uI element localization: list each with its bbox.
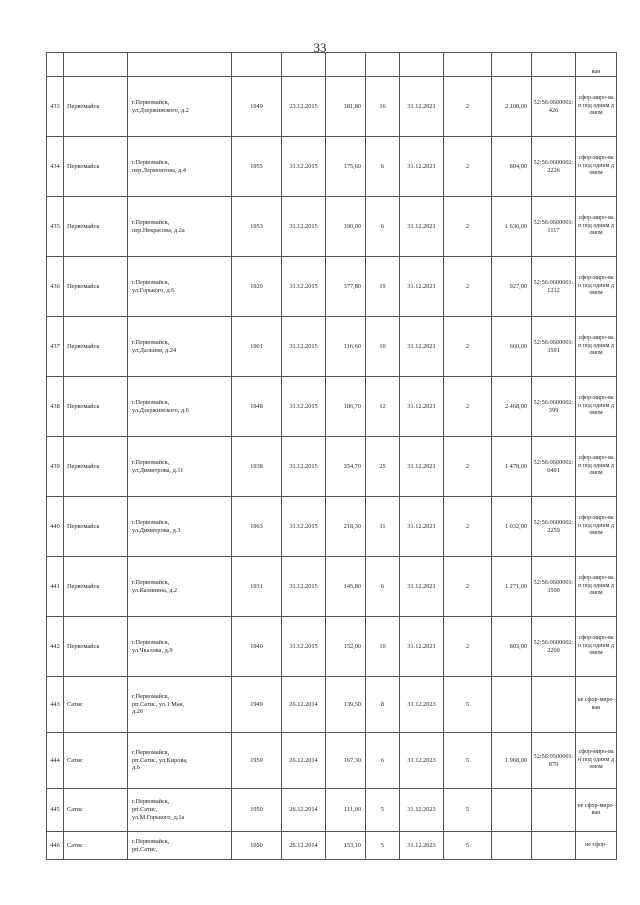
cell-status: сфор-миро-ван под одним домом xyxy=(576,317,617,377)
cell-number: 444 xyxy=(47,733,64,789)
cell-residents: 10 xyxy=(366,617,400,677)
cell-status: сфор-миро-ван под одним домом xyxy=(576,437,617,497)
address-line: ул.Чкалова, д.9 xyxy=(132,646,173,654)
table-row xyxy=(47,77,617,137)
cell-date: 31.12.2015 xyxy=(282,197,326,257)
cell-status: сфор-миро-ван под одним домом xyxy=(576,733,617,789)
address-line: г.Первомайск, xyxy=(132,748,170,756)
cell-area: 139,50 xyxy=(326,677,366,733)
address-line: ул.Дзержинского, д.6 xyxy=(132,406,189,414)
table-row xyxy=(47,557,617,617)
cell-area: 175,60 xyxy=(326,137,366,197)
cell-year: 1949 xyxy=(232,677,282,733)
cell-number: 443 xyxy=(47,677,64,733)
cell-address xyxy=(128,617,232,677)
cell-area: 145,80 xyxy=(326,557,366,617)
cell-deadline: 31.12.2023 xyxy=(400,733,444,789)
cell-year: 1901 xyxy=(232,317,282,377)
cell-residents: 10 xyxy=(366,317,400,377)
cell-date: 26.12.2014 xyxy=(282,832,326,860)
cell-deadline: 31.12.2023 xyxy=(400,832,444,860)
cell-residents: 6 xyxy=(366,733,400,789)
cell-deadline: 31.12.2023 xyxy=(400,789,444,832)
cell-number: 438 xyxy=(47,377,64,437)
cell-year: 1949 xyxy=(232,77,282,137)
cell-area: 218,30 xyxy=(326,497,366,557)
cell-amount: 1 032,00 xyxy=(492,497,532,557)
cell-stage: 5 xyxy=(444,733,492,789)
cell-address xyxy=(128,77,232,137)
cell-year: 1955 xyxy=(232,137,282,197)
cell-residents: 11 xyxy=(366,497,400,557)
cell-status: сфор-миро-ван под одним домом xyxy=(576,77,617,137)
cell-deadline: 31.12.2021 xyxy=(400,497,444,557)
cell-date: 26.12.2014 xyxy=(282,677,326,733)
cell-stage: 2 xyxy=(444,497,492,557)
cell-locality: Первомайск xyxy=(64,197,128,257)
cell-locality: Первомайск xyxy=(64,257,128,317)
cell-status: не сфор- xyxy=(576,832,617,860)
cell-deadline: 31.12.2021 xyxy=(400,257,444,317)
cell-cadastre xyxy=(532,832,576,860)
table-row xyxy=(47,437,617,497)
cell-year: 1940 xyxy=(232,617,282,677)
cell-deadline: 31.12.2021 xyxy=(400,77,444,137)
cell-amount xyxy=(492,789,532,832)
cell-residents: 5 xyxy=(366,789,400,832)
address-line: г.Первомайск, xyxy=(132,398,170,406)
cell-residents: 6 xyxy=(366,137,400,197)
address-line: рп.Сатис, ул.1 Мая, xyxy=(132,700,185,708)
cell-stage: 2 xyxy=(444,377,492,437)
cell-amount: 1 636,00 xyxy=(492,197,532,257)
cell-residents: 8 xyxy=(366,677,400,733)
cell-year: 1953 xyxy=(232,197,282,257)
page-number: 33 xyxy=(313,40,327,55)
cell-amount: 804,00 xyxy=(492,137,532,197)
address-line: г.Первомайск, xyxy=(132,458,170,466)
cell-cadastre: 52:56:0600002:2259 xyxy=(532,497,576,557)
cell-amount: 1 271,00 xyxy=(492,557,532,617)
cell-cadastre: 52:56:0600002:426 xyxy=(532,77,576,137)
cell-amount: 927,00 xyxy=(492,257,532,317)
cell-stage: 2 xyxy=(444,317,492,377)
cell-stage: 2 xyxy=(444,197,492,257)
cell-amount: 2 108,00 xyxy=(492,77,532,137)
cell-number: 434 xyxy=(47,137,64,197)
cell-address xyxy=(128,377,232,437)
cell-amount: 1 968,00 xyxy=(492,733,532,789)
cell-deadline: 31.12.2021 xyxy=(400,617,444,677)
cell-area: 354,70 xyxy=(326,437,366,497)
cell-status: не сфор-миро-ван xyxy=(576,677,617,733)
address-line: д.6 xyxy=(132,764,140,772)
address-line: г.Первомайск, xyxy=(132,638,170,646)
cell-status: сфор-миро-ван под одним домом xyxy=(576,137,617,197)
cell-locality: Первомайск xyxy=(64,377,128,437)
address-line: рп.Сатис, xyxy=(132,845,158,853)
cell-status: сфор-миро-ван под одним домом xyxy=(576,557,617,617)
cell-year: 1938 xyxy=(232,437,282,497)
cell-stage: 2 xyxy=(444,437,492,497)
table-row xyxy=(47,317,617,377)
cell-locality: Сатис xyxy=(64,677,128,733)
cell-date: 23.12.2015 xyxy=(282,77,326,137)
cell-number: 441 xyxy=(47,557,64,617)
table-row xyxy=(47,789,617,832)
address-line: г.Первомайск, xyxy=(132,837,170,845)
cell-cadastre: 52:56:0600001:1212 xyxy=(532,257,576,317)
cell-stage: 2 xyxy=(444,557,492,617)
table-row xyxy=(47,677,617,733)
cell-status: сфор-миро-ван под одним домом xyxy=(576,257,617,317)
cell-date: 31.12.2015 xyxy=(282,557,326,617)
cell-address xyxy=(128,197,232,257)
cell-locality: Сатис xyxy=(64,832,128,860)
cell-date: 31.12.2015 xyxy=(282,497,326,557)
cell-date: 31.12.2015 xyxy=(282,137,326,197)
table-row xyxy=(47,137,617,197)
cell-cadastre xyxy=(532,677,576,733)
cell-year: 1963 xyxy=(232,497,282,557)
cell-address xyxy=(128,317,232,377)
cell-cadastre: 52:56:0600002:2226 xyxy=(532,137,576,197)
cell-number: 435 xyxy=(47,197,64,257)
cell-status: сфор-миро-ван под одним домом xyxy=(576,617,617,677)
cell-stage: 2 xyxy=(444,617,492,677)
cell-address xyxy=(128,832,232,860)
cell-deadline: 31.12.2021 xyxy=(400,317,444,377)
cell-status: сфор-миро-ван под одним домом xyxy=(576,377,617,437)
cell-cadastre: 52:56:0600001:3590 xyxy=(532,557,576,617)
cell-locality: Сатис xyxy=(64,733,128,789)
cell-number: 437 xyxy=(47,317,64,377)
cell-locality: Первомайск xyxy=(64,437,128,497)
cell-residents: 6 xyxy=(366,557,400,617)
cell-status: сфор-миро-ван под одним домом xyxy=(576,497,617,557)
cell-area: 116,60 xyxy=(326,317,366,377)
cell-cadastre: 52:56:0500001:879 xyxy=(532,733,576,789)
cell-number: 446 xyxy=(47,832,64,860)
cell-number: 439 xyxy=(47,437,64,497)
cell-deadline: 31.12.2023 xyxy=(400,677,444,733)
cell-locality: Первомайск xyxy=(64,497,128,557)
cell-cadastre: 52:56:0600002:2260 xyxy=(532,617,576,677)
table-row xyxy=(47,832,617,860)
cell-year: 1931 xyxy=(232,557,282,617)
table-row xyxy=(47,497,617,557)
cell-year: 1948 xyxy=(232,377,282,437)
cell-amount xyxy=(492,832,532,860)
cell-stage: 2 xyxy=(444,137,492,197)
cell-year: 1959 xyxy=(232,733,282,789)
cell-area: 190,00 xyxy=(326,197,366,257)
cell-address xyxy=(128,789,232,832)
cell-number: 442 xyxy=(47,617,64,677)
cell-cadastre: 52:56:0600001:3591 xyxy=(532,317,576,377)
address-line: г.Первомайск, xyxy=(132,798,170,806)
cell-cadastre xyxy=(532,789,576,832)
cell-year: 1920 xyxy=(232,257,282,317)
table-row xyxy=(47,257,617,317)
cell-residents: 6 xyxy=(366,197,400,257)
cell-deadline: 31.12.2021 xyxy=(400,137,444,197)
cell-number: 440 xyxy=(47,497,64,557)
cell-date: 31.12.2015 xyxy=(282,317,326,377)
address-line: г.Первомайск, xyxy=(132,692,170,700)
cell-area: 153,10 xyxy=(326,832,366,860)
cell-status: не сфор-миро-ван xyxy=(576,789,617,832)
address-line: г.Первомайск, xyxy=(132,158,170,166)
cell-date: 31.12.2015 xyxy=(282,617,326,677)
address-line: д.20 xyxy=(132,708,144,716)
cell-area: 186,70 xyxy=(326,377,366,437)
address-line: ул.М.Горького, д.1а xyxy=(132,813,185,821)
table-row xyxy=(47,197,617,257)
address-line: пер.Некрасова, д.2а xyxy=(132,226,185,234)
cell-number: 445 xyxy=(47,789,64,832)
cell-date: 31.12.2015 xyxy=(282,377,326,437)
cell-address xyxy=(128,557,232,617)
cell-area: 377,80 xyxy=(326,257,366,317)
cell-locality: Первомайск xyxy=(64,77,128,137)
housing-register-table xyxy=(46,52,617,860)
cell-address xyxy=(128,733,232,789)
address-line: г.Первомайск, xyxy=(132,578,170,586)
cell-amount: 2 468,00 xyxy=(492,377,532,437)
cell-number: 433 xyxy=(47,77,64,137)
cell-cadastre: 52:56:0600001:1117 xyxy=(532,197,576,257)
cell-deadline: 31.12.2021 xyxy=(400,557,444,617)
cell-year: 1950 xyxy=(232,789,282,832)
cell-amount xyxy=(492,677,532,733)
cell-stage: 5 xyxy=(444,677,492,733)
cell-date: 26.12.2014 xyxy=(282,733,326,789)
address-line: г.Первомайск, xyxy=(132,518,170,526)
cell-date: 31.12.2015 xyxy=(282,257,326,317)
address-line: рп.Сатис, xyxy=(132,806,158,814)
cell-locality: Первомайск xyxy=(64,617,128,677)
address-line: ул.Дзержинского, д.2 xyxy=(132,106,189,114)
table-body xyxy=(47,53,617,860)
cell-number: 436 xyxy=(47,257,64,317)
address-line: ул.Калинина, д.2 xyxy=(132,586,178,594)
cell-cadastre: 52:56:0600002:0401 xyxy=(532,437,576,497)
cell-locality: Первомайск xyxy=(64,137,128,197)
address-line: ул.Горького, д.6 xyxy=(132,286,175,294)
cell-area: 181,80 xyxy=(326,77,366,137)
cell-date: 26.12.2014 xyxy=(282,789,326,832)
cell-cadastre: 52:56:0600002:399 xyxy=(532,377,576,437)
address-line: пер.Лермонтова, д.4 xyxy=(132,166,187,174)
cell-deadline: 31.12.2021 xyxy=(400,437,444,497)
cell-residents: 12 xyxy=(366,377,400,437)
cell-address xyxy=(128,257,232,317)
cell-locality: Первомайск xyxy=(64,317,128,377)
cell-residents: 19 xyxy=(366,257,400,317)
cell-stage: 5 xyxy=(444,832,492,860)
table-row xyxy=(47,733,617,789)
cell-date: 31.12.2015 xyxy=(282,437,326,497)
header-stub-row xyxy=(47,53,617,77)
table-row xyxy=(47,377,617,437)
cell-deadline: 31.12.2021 xyxy=(400,377,444,437)
cell-status: сфор-миро-ван под одним домом xyxy=(576,197,617,257)
address-line: г.Первомайск, xyxy=(132,98,170,106)
cell-address xyxy=(128,497,232,557)
cell-area: 111,00 xyxy=(326,789,366,832)
cell-amount: 803,00 xyxy=(492,617,532,677)
cell-stage: 2 xyxy=(444,77,492,137)
table-row xyxy=(47,617,617,677)
cell-address xyxy=(128,137,232,197)
cell-address xyxy=(128,437,232,497)
address-line: рп.Сатис, ул.Кирова, xyxy=(132,756,188,764)
cell-area: 152,00 xyxy=(326,617,366,677)
cell-amount: 660,00 xyxy=(492,317,532,377)
cell-deadline: 31.12.2021 xyxy=(400,197,444,257)
address-line: г.Первомайск, xyxy=(132,278,170,286)
cell-residents: 5 xyxy=(366,832,400,860)
address-line: ул.Димитрова, д.3 xyxy=(132,526,181,534)
address-line: ул.Димитрова, д.11 xyxy=(132,466,184,474)
cell-year: 1950 xyxy=(232,832,282,860)
cell-locality: Сатис xyxy=(64,789,128,832)
cell-stage: 2 xyxy=(444,257,492,317)
cell-stage: 5 xyxy=(444,789,492,832)
address-line: ул.Дальняя, д.24 xyxy=(132,346,177,354)
cell-locality: Первомайск xyxy=(64,557,128,617)
stub-note: ван xyxy=(576,53,617,77)
cell-address xyxy=(128,677,232,733)
address-line: г.Первомайск, xyxy=(132,338,170,346)
cell-amount: 1 478,00 xyxy=(492,437,532,497)
address-line: г.Первомайск, xyxy=(132,218,170,226)
cell-residents: 16 xyxy=(366,77,400,137)
cell-area: 167,30 xyxy=(326,733,366,789)
cell-residents: 25 xyxy=(366,437,400,497)
